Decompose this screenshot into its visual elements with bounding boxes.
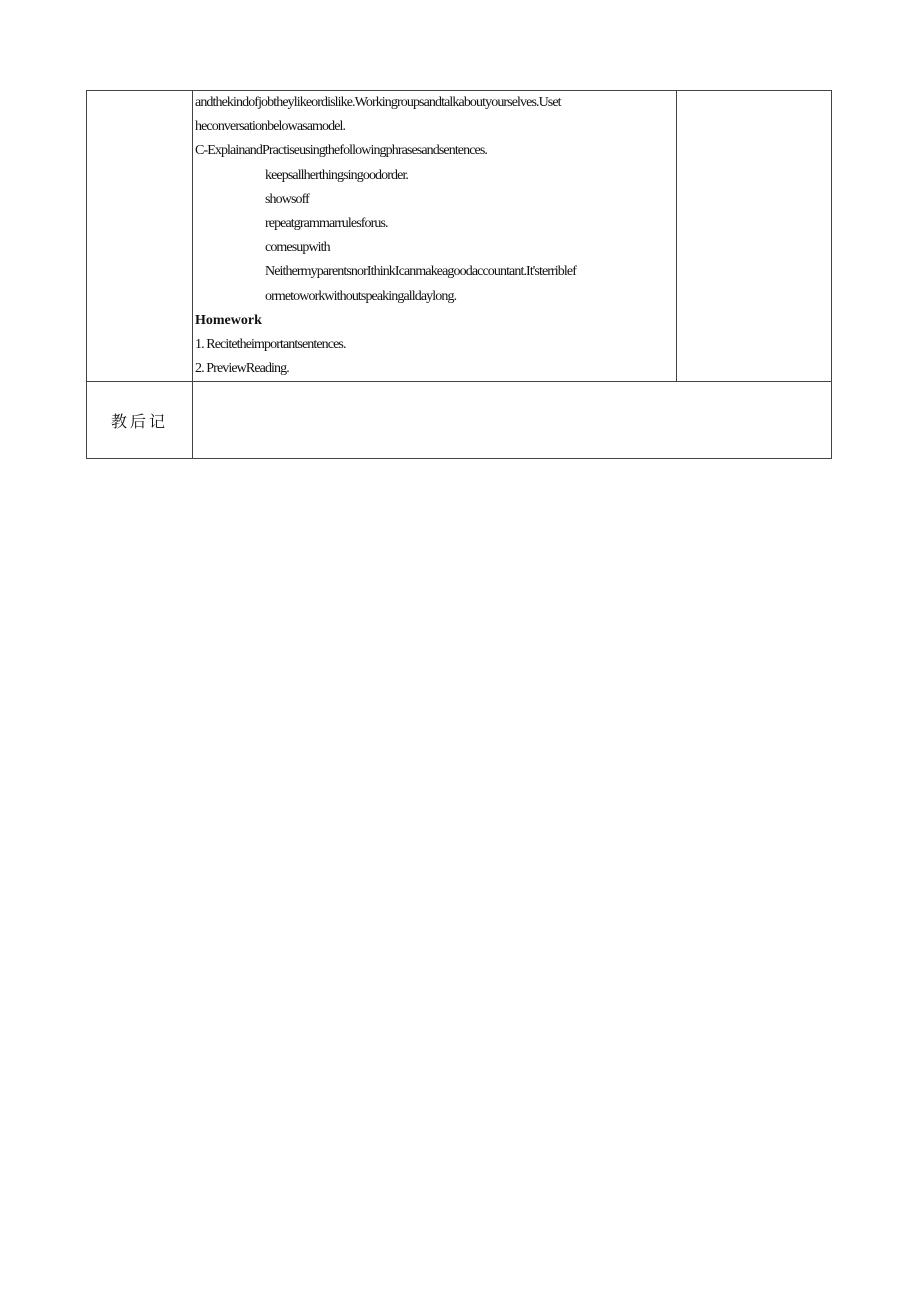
phrase-line: comesupwith	[265, 240, 330, 256]
notes-row	[87, 382, 832, 459]
phrase-line: showsoff	[265, 191, 309, 207]
left-blank-cell	[87, 91, 193, 382]
phrase-line: repeatgrammarrulesforus.	[265, 216, 388, 232]
lesson-plan-table	[86, 90, 832, 459]
content-line: andthekindofjobtheylikeordislike.Workingroupsandtalkaboutyourselves.Uset	[195, 95, 561, 110]
homework-item: 1. Recitetheimportantsentences.	[195, 337, 346, 353]
content-line: heconversationbelowasamodel.	[195, 119, 346, 135]
homework-title: Homework	[195, 312, 262, 328]
lesson-content	[193, 91, 676, 381]
lesson-content-row	[87, 91, 832, 382]
lesson-content-cell	[193, 91, 677, 382]
right-blank-cell	[677, 91, 832, 382]
homework-item: 2. PreviewReading.	[195, 361, 289, 377]
phrase-line: keepsallherthingsingoodorder.	[265, 167, 409, 183]
phrase-line: NeithermyparentsnorIthinkIcanmakeagoodaccountant.It'sterriblef	[265, 264, 576, 280]
phrase-line: ormetoworkwithoutspeakingalldaylong.	[265, 288, 457, 304]
notes-label: 教后记	[87, 382, 193, 459]
notes-cell	[193, 382, 832, 459]
content-line: C-ExplainandPractiseusingthefollowingphrasesandsentences.	[195, 143, 488, 159]
